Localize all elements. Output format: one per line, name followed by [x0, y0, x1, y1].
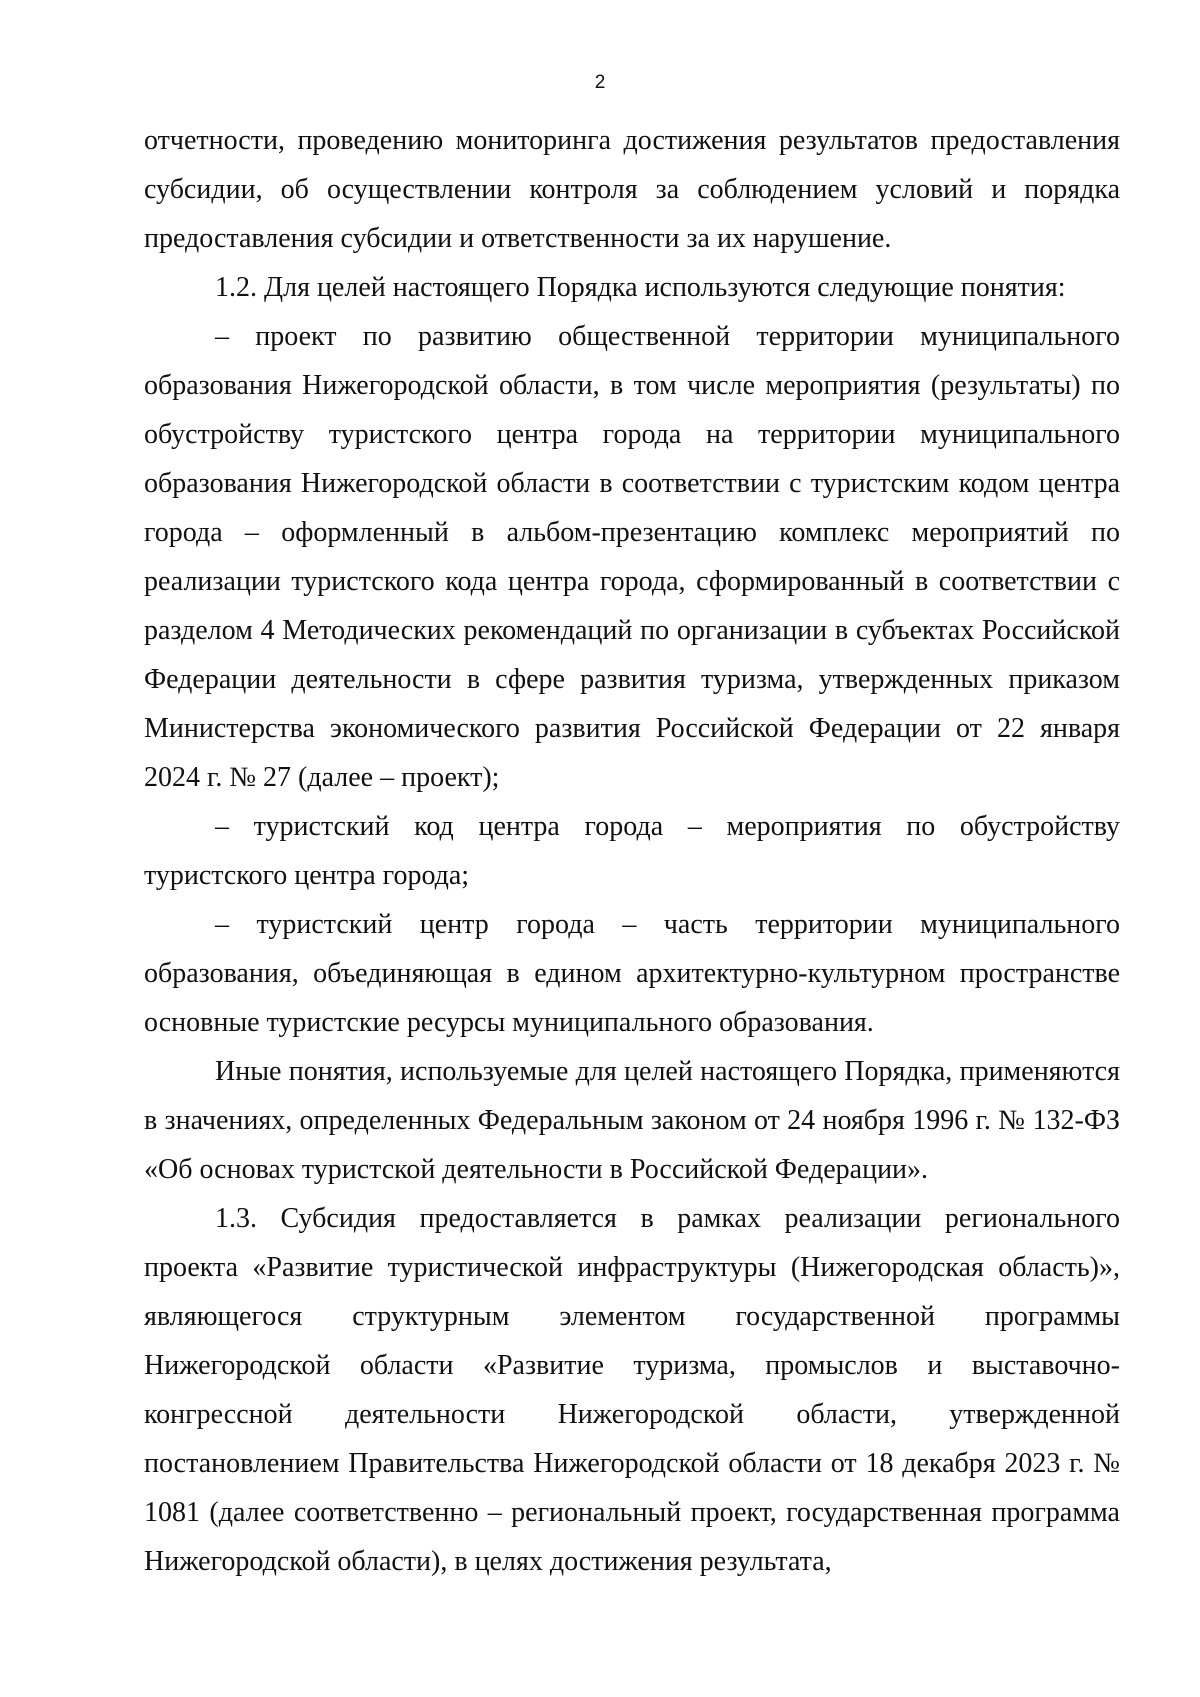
paragraph-continuation: отчетности, проведению мониторинга достижения результатов предоставления субсидии, об осуществлении контроля за соблюдением условий и порядка предоставления субсидии и ответственности за их нарушение. [144, 125, 1120, 254]
paragraph-other-terms: Иные понятия, используемые для целей настоящего Порядка, применяются в значениях, определенных Федеральным законом от 24 ноября 1996 г. № 132-ФЗ «Об основах туристской деятельности в Российской Федерации». [144, 1056, 1120, 1185]
page-number: 2 [594, 72, 606, 93]
document-body [144, 116, 1120, 1586]
paragraph-1-2-definitions-intro: 1.2. Для целей настоящего Порядка используются следующие понятия: [215, 272, 1066, 303]
paragraph-1-3-subsidy: 1.3. Субсидия предоставляется в рамках реализации регионального проекта «Развитие туристической инфраструктуры (Нижегородская область)», являющегося структурным элементом государственной программы Нижегородской области «Развитие туризма, промыслов и выставочно-конгрессной деятельности Нижегородской области, утвержденной постановлением Правительства Нижегородской области от 18 декабря 2023 г. № 1081 (далее соответственно – региональный проект, государственная программа Нижегородской области), в целях достижения результата, [144, 1203, 1120, 1577]
paragraph-definition-project: – проект по развитию общественной территории муниципального образования Нижегородской области, в том числе мероприятия (результаты) по обустройству туристского центра города на территории муниципального образования Нижегородской области в соответствии с туристским кодом центра города – оформленный в альбом-презентацию комплекс мероприятий по реализации туристского кода центра города, сформированный в соответствии с разделом 4 Методических рекомендаций по организации в субъектах Российской Федерации деятельности в сфере развития туризма, утвержденных приказом Министерства экономического развития Российской Федерации от 22 января 2024 г. № 27 (далее – проект); [144, 321, 1120, 793]
paragraph-definition-tourist-center: – туристский центр города – часть территории муниципального образования, объединяющая в едином архитектурно-культурном пространстве основные туристские ресурсы муниципального образования. [144, 909, 1120, 1038]
paragraph-definition-tourist-code: – туристский код центра города – мероприятия по обустройству туристского центра города; [144, 811, 1120, 891]
